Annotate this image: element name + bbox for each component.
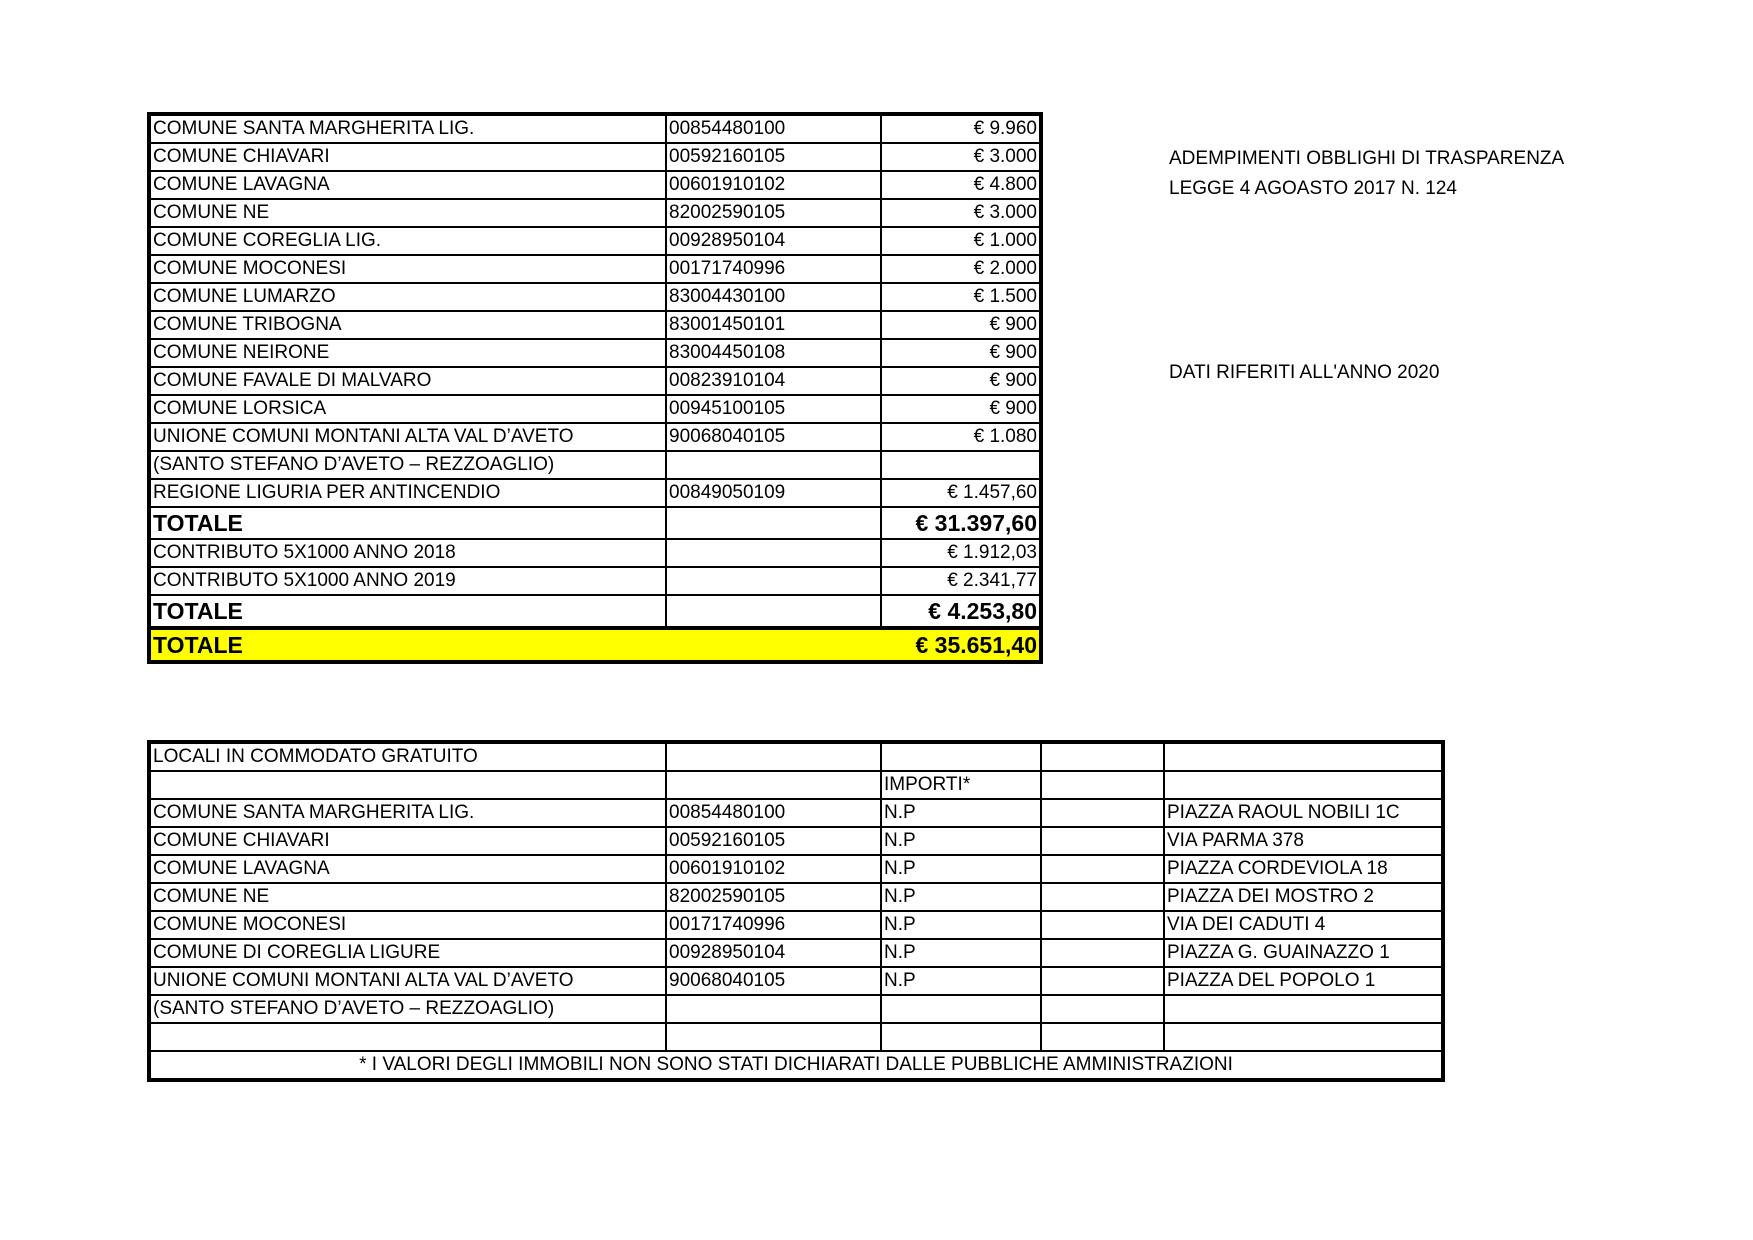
fiscal-code bbox=[666, 995, 881, 1023]
grand-total-amount: € 35.651,40 bbox=[881, 628, 1041, 662]
five-per-mille-code-cell bbox=[666, 567, 881, 595]
empty-cell bbox=[1041, 939, 1164, 967]
empty-cell bbox=[1164, 771, 1443, 799]
footnote-row bbox=[149, 1051, 1443, 1080]
subtotal-code-cell bbox=[666, 595, 881, 628]
empty-cell bbox=[1164, 742, 1443, 771]
empty-cell bbox=[1041, 883, 1164, 911]
entity-name: UNIONE COMUNI MONTANI ALTA VAL D’AVETO bbox=[149, 967, 666, 995]
contributions-table bbox=[147, 112, 1043, 664]
fiscal-code: 00823910104 bbox=[666, 367, 881, 395]
five-per-mille-amount: € 1.912,03 bbox=[881, 539, 1041, 567]
fiscal-code: 00601910102 bbox=[666, 171, 881, 199]
property-value: N.P bbox=[881, 883, 1041, 911]
free-loan-premises-table bbox=[147, 740, 1445, 1082]
fiscal-code: 00171740996 bbox=[666, 911, 881, 939]
premises-header-row bbox=[149, 771, 1443, 799]
fiscal-code: 00601910102 bbox=[666, 855, 881, 883]
five-per-mille-row bbox=[149, 567, 1041, 595]
contribution-row bbox=[149, 114, 1041, 143]
entity-name: COMUNE SANTA MARGHERITA LIG. bbox=[149, 799, 666, 827]
premises-header bbox=[149, 742, 1443, 799]
contribution-row bbox=[149, 143, 1041, 171]
empty-cell bbox=[1041, 995, 1164, 1023]
contribution-amount: € 1.500 bbox=[881, 283, 1041, 311]
contribution-row bbox=[149, 283, 1041, 311]
subtotal-amount: € 31.397,60 bbox=[881, 507, 1041, 539]
empty-cell bbox=[1041, 911, 1164, 939]
property-value bbox=[881, 995, 1041, 1023]
empty-cell bbox=[149, 771, 666, 799]
contribution-row bbox=[149, 171, 1041, 199]
empty-cell bbox=[1041, 742, 1164, 771]
empty-cell bbox=[1041, 855, 1164, 883]
fiscal-code: 00928950104 bbox=[666, 939, 881, 967]
entity-name: COMUNE FAVALE DI MALVARO bbox=[149, 367, 666, 395]
entity-name: COMUNE CHIAVARI bbox=[149, 827, 666, 855]
premises-row bbox=[149, 995, 1443, 1023]
premises-row bbox=[149, 827, 1443, 855]
premises-address: PIAZZA G. GUAINAZZO 1 bbox=[1164, 939, 1443, 967]
fiscal-code: 00945100105 bbox=[666, 395, 881, 423]
premises-row bbox=[149, 967, 1443, 995]
empty-cell bbox=[1041, 771, 1164, 799]
premises-title-row bbox=[149, 742, 1443, 771]
premises-address bbox=[1164, 995, 1443, 1023]
empty-cell bbox=[1041, 1023, 1164, 1051]
contribution-row bbox=[149, 423, 1041, 451]
subtotal-row bbox=[149, 507, 1041, 539]
premises-address: PIAZZA DEI MOSTRO 2 bbox=[1164, 883, 1443, 911]
five-per-mille-label: CONTRIBUTO 5X1000 ANNO 2018 bbox=[149, 539, 666, 567]
contribution-amount: € 9.960 bbox=[881, 114, 1041, 143]
premises-body bbox=[149, 799, 1443, 1051]
property-value: N.P bbox=[881, 967, 1041, 995]
subtotal-row bbox=[149, 595, 1041, 628]
entity-name: COMUNE LAVAGNA bbox=[149, 171, 666, 199]
contribution-row bbox=[149, 255, 1041, 283]
fiscal-code: 00854480100 bbox=[666, 114, 881, 143]
empty-cell bbox=[1041, 799, 1164, 827]
contribution-amount: € 1.000 bbox=[881, 227, 1041, 255]
premises-title: LOCALI IN COMMODATO GRATUITO bbox=[149, 742, 666, 771]
fiscal-code: 90068040105 bbox=[666, 423, 881, 451]
subtotal-code-cell bbox=[666, 507, 881, 539]
subtotal-label: TOTALE bbox=[149, 595, 666, 628]
fiscal-code: 83004430100 bbox=[666, 283, 881, 311]
fiscal-code bbox=[666, 1023, 881, 1051]
empty-cell bbox=[1041, 827, 1164, 855]
empty-cell bbox=[666, 771, 881, 799]
property-value: N.P bbox=[881, 855, 1041, 883]
premises-address: PIAZZA RAOUL NOBILI 1C bbox=[1164, 799, 1443, 827]
entity-name: COMUNE TRIBOGNA bbox=[149, 311, 666, 339]
fiscal-code: 90068040105 bbox=[666, 967, 881, 995]
property-value: N.P bbox=[881, 799, 1041, 827]
grand-total-row bbox=[149, 628, 1041, 662]
entity-name bbox=[149, 1023, 666, 1051]
contribution-amount bbox=[881, 451, 1041, 479]
contribution-row bbox=[149, 479, 1041, 507]
contribution-amount: € 4.800 bbox=[881, 171, 1041, 199]
contribution-row bbox=[149, 311, 1041, 339]
property-value: N.P bbox=[881, 939, 1041, 967]
contribution-row bbox=[149, 199, 1041, 227]
subtotal-label: TOTALE bbox=[149, 507, 666, 539]
fiscal-code: 00849050109 bbox=[666, 479, 881, 507]
subtotal-amount: € 4.253,80 bbox=[881, 595, 1041, 628]
entity-name: COMUNE LORSICA bbox=[149, 395, 666, 423]
entity-name: (SANTO STEFANO D’AVETO – REZZOAGLIO) bbox=[149, 451, 666, 479]
empty-cell bbox=[1041, 967, 1164, 995]
fiscal-code: 00592160105 bbox=[666, 143, 881, 171]
contributions-summary bbox=[149, 507, 1041, 662]
fiscal-code: 83001450101 bbox=[666, 311, 881, 339]
premises-row bbox=[149, 883, 1443, 911]
footnote: * I VALORI DEGLI IMMOBILI NON SONO STATI DICHIARATI DALLE PUBBLICHE AMMINISTRAZIONI bbox=[149, 1051, 1443, 1080]
transparency-title: ADEMPIMENTI OBBLIGHI DI TRASPARENZA bbox=[1169, 148, 1565, 169]
entity-name: COMUNE LAVAGNA bbox=[149, 855, 666, 883]
empty-cell bbox=[881, 742, 1041, 771]
premises-address: PIAZZA DEL POPOLO 1 bbox=[1164, 967, 1443, 995]
property-value: N.P bbox=[881, 827, 1041, 855]
entity-name: COMUNE SANTA MARGHERITA LIG. bbox=[149, 114, 666, 143]
premises-address: PIAZZA CORDEVIOLA 18 bbox=[1164, 855, 1443, 883]
contribution-row bbox=[149, 339, 1041, 367]
year-note: DATI RIFERITI ALL'ANNO 2020 bbox=[1169, 362, 1440, 383]
entity-name: (SANTO STEFANO D’AVETO – REZZOAGLIO) bbox=[149, 995, 666, 1023]
fiscal-code: 83004450108 bbox=[666, 339, 881, 367]
grand-total-label: TOTALE bbox=[149, 628, 881, 662]
property-value bbox=[881, 1023, 1041, 1051]
fiscal-code: 82002590105 bbox=[666, 199, 881, 227]
five-per-mille-amount: € 2.341,77 bbox=[881, 567, 1041, 595]
five-per-mille-code-cell bbox=[666, 539, 881, 567]
contribution-row bbox=[149, 227, 1041, 255]
contribution-amount: € 900 bbox=[881, 367, 1041, 395]
entity-name: COMUNE NE bbox=[149, 199, 666, 227]
contribution-amount: € 900 bbox=[881, 311, 1041, 339]
contribution-amount: € 900 bbox=[881, 395, 1041, 423]
contribution-amount: € 2.000 bbox=[881, 255, 1041, 283]
empty-cell bbox=[666, 742, 881, 771]
premises-row bbox=[149, 911, 1443, 939]
entity-name: COMUNE NEIRONE bbox=[149, 339, 666, 367]
fiscal-code bbox=[666, 451, 881, 479]
fiscal-code: 00592160105 bbox=[666, 827, 881, 855]
premises-row bbox=[149, 1023, 1443, 1051]
fiscal-code: 82002590105 bbox=[666, 883, 881, 911]
entity-name: REGIONE LIGURIA PER ANTINCENDIO bbox=[149, 479, 666, 507]
law-reference: LEGGE 4 AGOASTO 2017 N. 124 bbox=[1169, 178, 1457, 199]
five-per-mille-label: CONTRIBUTO 5X1000 ANNO 2019 bbox=[149, 567, 666, 595]
entity-name: COMUNE MOCONESI bbox=[149, 911, 666, 939]
contribution-amount: € 1.457,60 bbox=[881, 479, 1041, 507]
fiscal-code: 00854480100 bbox=[666, 799, 881, 827]
amount-header: IMPORTI* bbox=[881, 771, 1041, 799]
contribution-row bbox=[149, 395, 1041, 423]
contribution-row bbox=[149, 367, 1041, 395]
contribution-row bbox=[149, 451, 1041, 479]
five-per-mille-row bbox=[149, 539, 1041, 567]
premises-address: VIA PARMA 378 bbox=[1164, 827, 1443, 855]
contribution-amount: € 1.080 bbox=[881, 423, 1041, 451]
premises-row bbox=[149, 855, 1443, 883]
premises-row bbox=[149, 799, 1443, 827]
premises-row bbox=[149, 939, 1443, 967]
entity-name: COMUNE COREGLIA LIG. bbox=[149, 227, 666, 255]
entity-name: COMUNE LUMARZO bbox=[149, 283, 666, 311]
entity-name: COMUNE MOCONESI bbox=[149, 255, 666, 283]
contribution-amount: € 3.000 bbox=[881, 199, 1041, 227]
property-value: N.P bbox=[881, 911, 1041, 939]
entity-name: COMUNE DI COREGLIA LIGURE bbox=[149, 939, 666, 967]
fiscal-code: 00928950104 bbox=[666, 227, 881, 255]
premises-address: VIA DEI CADUTI 4 bbox=[1164, 911, 1443, 939]
contribution-amount: € 3.000 bbox=[881, 143, 1041, 171]
entity-name: COMUNE CHIAVARI bbox=[149, 143, 666, 171]
contributions-body bbox=[149, 114, 1041, 507]
entity-name: COMUNE NE bbox=[149, 883, 666, 911]
premises-footer bbox=[149, 1051, 1443, 1080]
fiscal-code: 00171740996 bbox=[666, 255, 881, 283]
contribution-amount: € 900 bbox=[881, 339, 1041, 367]
premises-address bbox=[1164, 1023, 1443, 1051]
entity-name: UNIONE COMUNI MONTANI ALTA VAL D’AVETO bbox=[149, 423, 666, 451]
